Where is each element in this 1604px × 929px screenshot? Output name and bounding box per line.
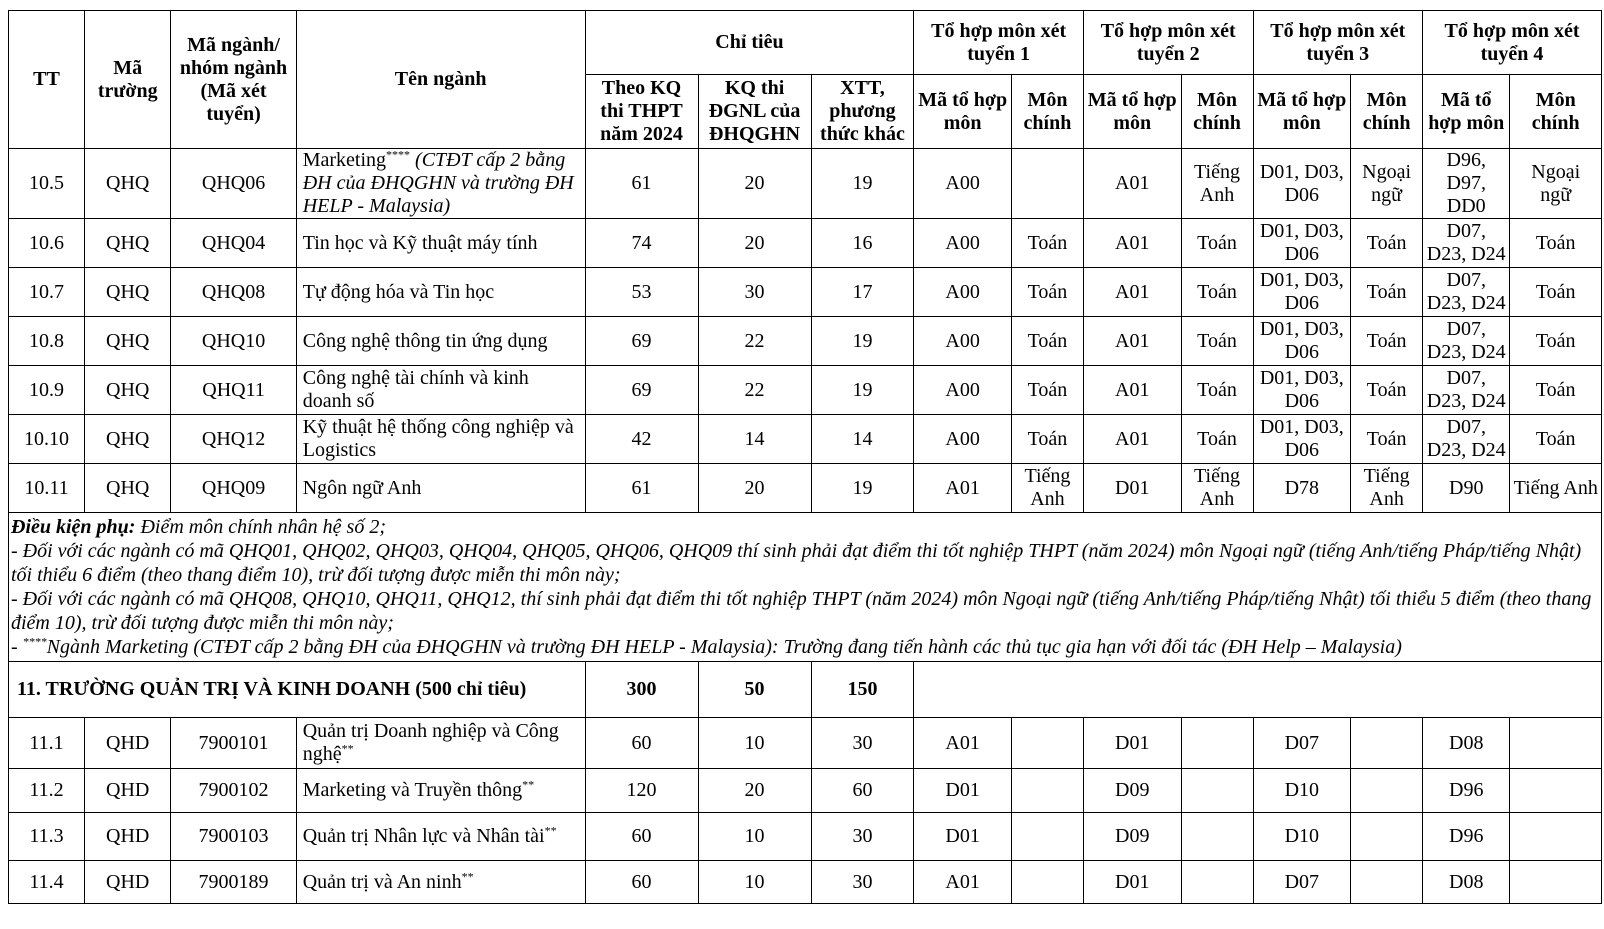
- table-row: [9, 861, 1602, 904]
- header-dgnl: KQ thi ĐGNL của ĐHQGHN: [698, 75, 811, 149]
- section-xtt: 150: [811, 662, 914, 718]
- cell-m4: Ngoại ngữ: [1510, 149, 1602, 219]
- cell-xtt: 17: [811, 268, 914, 317]
- table-row: [9, 219, 1602, 268]
- cell-tt: 10.6: [9, 219, 85, 268]
- cell-tt: 10.9: [9, 366, 85, 415]
- cell-thpt: 61: [585, 464, 698, 513]
- cell-c4: D90: [1423, 464, 1510, 513]
- cell-ten: [296, 718, 585, 769]
- header-thpt: Theo KQ thi THPT năm 2024: [585, 75, 698, 149]
- notes-line-2: - Đối với các ngành có mã QHQ08, QHQ10, QHQ11, QHQ12, thí sinh phải đạt điểm thi tốt nghiệp THPT (năm 2024) môn Ngoại ngữ (tiếng Anh/tiếng Pháp/tiếng Nhật) tối thiểu 5 điểm (theo thang điểm 10), trừ đối tượng được miễn thi môn này;: [11, 588, 1592, 634]
- cell-c4: D96, D97, DD0: [1423, 149, 1510, 219]
- cell-ma: QHQ11: [171, 366, 296, 415]
- cell-c3: D07: [1253, 718, 1351, 769]
- admissions-table: [8, 10, 1602, 904]
- footnote-mark: ****: [386, 147, 411, 162]
- cell-c3: D07: [1253, 861, 1351, 904]
- cell-m1: Toán: [1011, 219, 1083, 268]
- header-mon-chinh: Môn chính: [1181, 75, 1253, 149]
- cell-m3: [1351, 813, 1423, 861]
- cell-xtt: 19: [811, 464, 914, 513]
- notes-line-0: Điểm môn chính nhân hệ số 2;: [135, 516, 386, 538]
- cell-dgnl: 10: [698, 861, 811, 904]
- admissions-table-container: [8, 10, 1602, 904]
- cell-c4: D07, D23, D24: [1423, 268, 1510, 317]
- cell-c1: A01: [914, 464, 1012, 513]
- table-row: [9, 813, 1602, 861]
- cell-c2: A01: [1083, 219, 1181, 268]
- section-empty: [914, 662, 1602, 718]
- cell-m3: Toán: [1351, 268, 1423, 317]
- footnote-mark: **: [544, 823, 557, 838]
- cell-c1: A01: [914, 718, 1012, 769]
- cell-c4: D96: [1423, 813, 1510, 861]
- cell-m4: Toán: [1510, 366, 1602, 415]
- cell-xtt: 19: [811, 149, 914, 219]
- cell-m1: [1011, 149, 1083, 219]
- cell-m1: [1011, 813, 1083, 861]
- table-row: [9, 366, 1602, 415]
- cell-ma: QHQ10: [171, 317, 296, 366]
- cell-m4: Toán: [1510, 317, 1602, 366]
- cell-ten: Tin học và Kỹ thuật máy tính: [296, 219, 585, 268]
- cell-truong: QHQ: [85, 317, 171, 366]
- cell-c2: A01: [1083, 317, 1181, 366]
- cell-xtt: 30: [811, 861, 914, 904]
- cell-tt: 11.4: [9, 861, 85, 904]
- cell-thpt: 42: [585, 415, 698, 464]
- footnote-mark: ****: [22, 634, 47, 649]
- cell-c2: A01: [1083, 268, 1181, 317]
- cell-c4: D07, D23, D24: [1423, 415, 1510, 464]
- cell-m3: [1351, 769, 1423, 813]
- header-chi-tieu: Chỉ tiêu: [585, 11, 914, 75]
- cell-m2: Toán: [1181, 415, 1253, 464]
- footnote-mark: **: [341, 741, 354, 756]
- cell-c2: D01: [1083, 718, 1181, 769]
- cell-ma: QHQ04: [171, 219, 296, 268]
- cell-ten: [296, 149, 585, 219]
- cell-tt: 11.3: [9, 813, 85, 861]
- cell-c2: D01: [1083, 464, 1181, 513]
- cell-c4: D07, D23, D24: [1423, 366, 1510, 415]
- cell-m4: [1510, 769, 1602, 813]
- cell-m3: Tiếng Anh: [1351, 464, 1423, 513]
- cell-ma: QHQ06: [171, 149, 296, 219]
- cell-dgnl: 10: [698, 813, 811, 861]
- cell-m1: Toán: [1011, 268, 1083, 317]
- header-ma-to-hop: Mã tổ hợp môn: [1423, 75, 1510, 149]
- cell-thpt: 60: [585, 718, 698, 769]
- table-row: [9, 464, 1602, 513]
- cell-ten: Tự động hóa và Tin học: [296, 268, 585, 317]
- header-ma-to-hop: Mã tổ hợp môn: [914, 75, 1012, 149]
- section-title: 11. TRƯỜNG QUẢN TRỊ VÀ KINH DOANH (500 chỉ tiêu): [9, 662, 586, 718]
- cell-ma: QHQ08: [171, 268, 296, 317]
- cell-c3: D01, D03, D06: [1253, 149, 1351, 219]
- cell-thpt: 61: [585, 149, 698, 219]
- cell-xtt: 30: [811, 718, 914, 769]
- cell-truong: QHQ: [85, 464, 171, 513]
- cell-m4: Toán: [1510, 415, 1602, 464]
- cell-ten: [296, 813, 585, 861]
- table-row: [9, 149, 1602, 219]
- header-to-hop-1: Tổ hợp môn xét tuyển 1: [914, 11, 1084, 75]
- cell-c1: A00: [914, 415, 1012, 464]
- header-ma-to-hop: Mã tổ hợp môn: [1083, 75, 1181, 149]
- notes-line-3-prefix: -: [11, 636, 23, 658]
- cell-ten: Kỹ thuật hệ thống công nghiệp và Logistics: [296, 415, 585, 464]
- cell-m4: Toán: [1510, 219, 1602, 268]
- cell-thpt: 120: [585, 769, 698, 813]
- cell-xtt: 16: [811, 219, 914, 268]
- footnote-mark: **: [461, 868, 474, 883]
- cell-ma: QHQ09: [171, 464, 296, 513]
- cell-thpt: 69: [585, 317, 698, 366]
- header-tt: TT: [9, 11, 85, 149]
- notes-row: [9, 513, 1602, 662]
- footnote-mark: **: [522, 777, 535, 792]
- ten-text: Marketing: [302, 149, 387, 171]
- section-thpt: 300: [585, 662, 698, 718]
- cell-c2: D09: [1083, 813, 1181, 861]
- notes-line-1: - Đối với các ngành có mã QHQ01, QHQ02, QHQ03, QHQ04, QHQ05, QHQ06, QHQ09 thí sinh phải đạt điểm thi tốt nghiệp THPT (năm 2024) môn Ngoại ngữ (tiếng Anh/tiếng Pháp/tiếng Nhật) tối thiểu 6 điểm (theo thang điểm 10), trừ đối tượng được miễn thi môn này;: [11, 540, 1582, 586]
- cell-ten: Công nghệ thông tin ứng dụng: [296, 317, 585, 366]
- cell-truong: QHD: [85, 718, 171, 769]
- cell-m3: Toán: [1351, 219, 1423, 268]
- cell-dgnl: 20: [698, 149, 811, 219]
- table-row: [9, 317, 1602, 366]
- cell-m2: Toán: [1181, 219, 1253, 268]
- cell-m1: [1011, 769, 1083, 813]
- ten-text: Marketing và Truyền thông: [302, 779, 523, 801]
- cell-xtt: 60: [811, 769, 914, 813]
- cell-ten: [296, 769, 585, 813]
- cell-xtt: 14: [811, 415, 914, 464]
- cell-ma: 7900189: [171, 861, 296, 904]
- header-ma-nganh: Mã ngành/ nhóm ngành (Mã xét tuyển): [171, 11, 296, 149]
- header-to-hop-2: Tổ hợp môn xét tuyển 2: [1083, 11, 1253, 75]
- notes-line-3: Ngành Marketing (CTĐT cấp 2 bằng ĐH của ĐHQGHN và trường ĐH HELP - Malaysia): Trường đang tiến hành các thủ tục gia hạn với đối tác (ĐH Help – Malaysia): [46, 636, 1402, 658]
- cell-dgnl: 22: [698, 366, 811, 415]
- cell-c3: D01, D03, D06: [1253, 219, 1351, 268]
- cell-m4: [1510, 861, 1602, 904]
- cell-m2: [1181, 718, 1253, 769]
- cell-m3: [1351, 861, 1423, 904]
- ten-italic: (CTĐT cấp 2 bằng ĐH của ĐHQGHN và trường ĐH HELP - Malaysia): [302, 149, 574, 217]
- cell-m4: [1510, 813, 1602, 861]
- cell-c2: A01: [1083, 366, 1181, 415]
- table-row: [9, 415, 1602, 464]
- cell-dgnl: 14: [698, 415, 811, 464]
- cell-xtt: 19: [811, 317, 914, 366]
- cell-tt: 11.1: [9, 718, 85, 769]
- ten-text: Quản trị Nhân lực và Nhân tài: [302, 825, 545, 847]
- cell-c1: A00: [914, 366, 1012, 415]
- header-ma-truong: Mã trường: [85, 11, 171, 149]
- header-mon-chinh: Môn chính: [1510, 75, 1602, 149]
- header-to-hop-3: Tổ hợp môn xét tuyển 3: [1253, 11, 1423, 75]
- cell-m3: Toán: [1351, 317, 1423, 366]
- table-row: [9, 268, 1602, 317]
- cell-m2: Tiếng Anh: [1181, 149, 1253, 219]
- cell-c3: D01, D03, D06: [1253, 268, 1351, 317]
- cell-ma: 7900102: [171, 769, 296, 813]
- cell-c2: D01: [1083, 861, 1181, 904]
- cell-c1: A00: [914, 149, 1012, 219]
- cell-truong: QHD: [85, 769, 171, 813]
- cell-truong: QHD: [85, 861, 171, 904]
- cell-truong: QHQ: [85, 268, 171, 317]
- cell-c2: A01: [1083, 415, 1181, 464]
- cell-c4: D96: [1423, 769, 1510, 813]
- cell-m3: Ngoại ngữ: [1351, 149, 1423, 219]
- cell-truong: QHQ: [85, 415, 171, 464]
- cell-tt: 10.8: [9, 317, 85, 366]
- cell-m1: Toán: [1011, 366, 1083, 415]
- table-row: [9, 718, 1602, 769]
- cell-m2: Toán: [1181, 366, 1253, 415]
- cell-thpt: 60: [585, 813, 698, 861]
- cell-xtt: 19: [811, 366, 914, 415]
- cell-truong: QHQ: [85, 149, 171, 219]
- cell-m3: [1351, 718, 1423, 769]
- header-xtt: XTT, phương thức khác: [811, 75, 914, 149]
- cell-m2: Toán: [1181, 268, 1253, 317]
- cell-xtt: 30: [811, 813, 914, 861]
- cell-ten: [296, 861, 585, 904]
- cell-ma: QHQ12: [171, 415, 296, 464]
- cell-dgnl: 22: [698, 317, 811, 366]
- cell-c4: D08: [1423, 861, 1510, 904]
- header-ten-nganh: Tên ngành: [296, 11, 585, 149]
- cell-truong: QHQ: [85, 219, 171, 268]
- cell-c1: A00: [914, 219, 1012, 268]
- cell-tt: 10.10: [9, 415, 85, 464]
- cell-c1: A01: [914, 861, 1012, 904]
- cell-m1: [1011, 718, 1083, 769]
- cell-tt: 11.2: [9, 769, 85, 813]
- cell-m3: Toán: [1351, 415, 1423, 464]
- cell-thpt: 69: [585, 366, 698, 415]
- cell-thpt: 53: [585, 268, 698, 317]
- cell-m1: Toán: [1011, 415, 1083, 464]
- cell-ten: Ngôn ngữ Anh: [296, 464, 585, 513]
- cell-c3: D01, D03, D06: [1253, 366, 1351, 415]
- cell-tt: 10.11: [9, 464, 85, 513]
- cell-m2: Tiếng Anh: [1181, 464, 1253, 513]
- header-row-1: [9, 11, 1602, 75]
- ten-text: Quản trị Doanh nghiệp và Công nghệ: [302, 720, 559, 765]
- cell-dgnl: 20: [698, 464, 811, 513]
- cell-m2: [1181, 861, 1253, 904]
- header-mon-chinh: Môn chính: [1011, 75, 1083, 149]
- notes-label: Điều kiện phụ:: [11, 516, 136, 538]
- cell-c1: A00: [914, 317, 1012, 366]
- cell-c2: D09: [1083, 769, 1181, 813]
- cell-c4: D07, D23, D24: [1423, 219, 1510, 268]
- section-dgnl: 50: [698, 662, 811, 718]
- cell-c3: D01, D03, D06: [1253, 415, 1351, 464]
- cell-tt: 10.7: [9, 268, 85, 317]
- cell-truong: QHQ: [85, 366, 171, 415]
- ten-text: Quản trị và An ninh: [302, 870, 462, 893]
- section-row: [9, 662, 1602, 718]
- cell-m2: [1181, 813, 1253, 861]
- notes-cell: [9, 513, 1602, 662]
- cell-c3: D10: [1253, 769, 1351, 813]
- cell-m4: Tiếng Anh: [1510, 464, 1602, 513]
- cell-dgnl: 20: [698, 219, 811, 268]
- cell-c3: D10: [1253, 813, 1351, 861]
- cell-c4: D08: [1423, 718, 1510, 769]
- cell-ma: 7900101: [171, 718, 296, 769]
- cell-dgnl: 20: [698, 769, 811, 813]
- cell-ten: Công nghệ tài chính và kinh doanh số: [296, 366, 585, 415]
- cell-c1: D01: [914, 769, 1012, 813]
- cell-thpt: 60: [585, 861, 698, 904]
- cell-c1: A00: [914, 268, 1012, 317]
- header-ma-to-hop: Mã tổ hợp môn: [1253, 75, 1351, 149]
- cell-truong: QHD: [85, 813, 171, 861]
- cell-c2: A01: [1083, 149, 1181, 219]
- cell-ma: 7900103: [171, 813, 296, 861]
- cell-m2: [1181, 769, 1253, 813]
- header-to-hop-4: Tổ hợp môn xét tuyển 4: [1423, 11, 1602, 75]
- cell-m1: Toán: [1011, 317, 1083, 366]
- cell-c3: D78: [1253, 464, 1351, 513]
- cell-c1: D01: [914, 813, 1012, 861]
- cell-c3: D01, D03, D06: [1253, 317, 1351, 366]
- header-mon-chinh: Môn chính: [1351, 75, 1423, 149]
- cell-dgnl: 30: [698, 268, 811, 317]
- cell-thpt: 74: [585, 219, 698, 268]
- table-row: [9, 769, 1602, 813]
- cell-m1: [1011, 861, 1083, 904]
- cell-tt: 10.5: [9, 149, 85, 219]
- cell-m4: [1510, 718, 1602, 769]
- cell-m4: Toán: [1510, 268, 1602, 317]
- cell-c4: D07, D23, D24: [1423, 317, 1510, 366]
- cell-dgnl: 10: [698, 718, 811, 769]
- cell-m2: Toán: [1181, 317, 1253, 366]
- cell-m1: Tiếng Anh: [1011, 464, 1083, 513]
- cell-m3: Toán: [1351, 366, 1423, 415]
